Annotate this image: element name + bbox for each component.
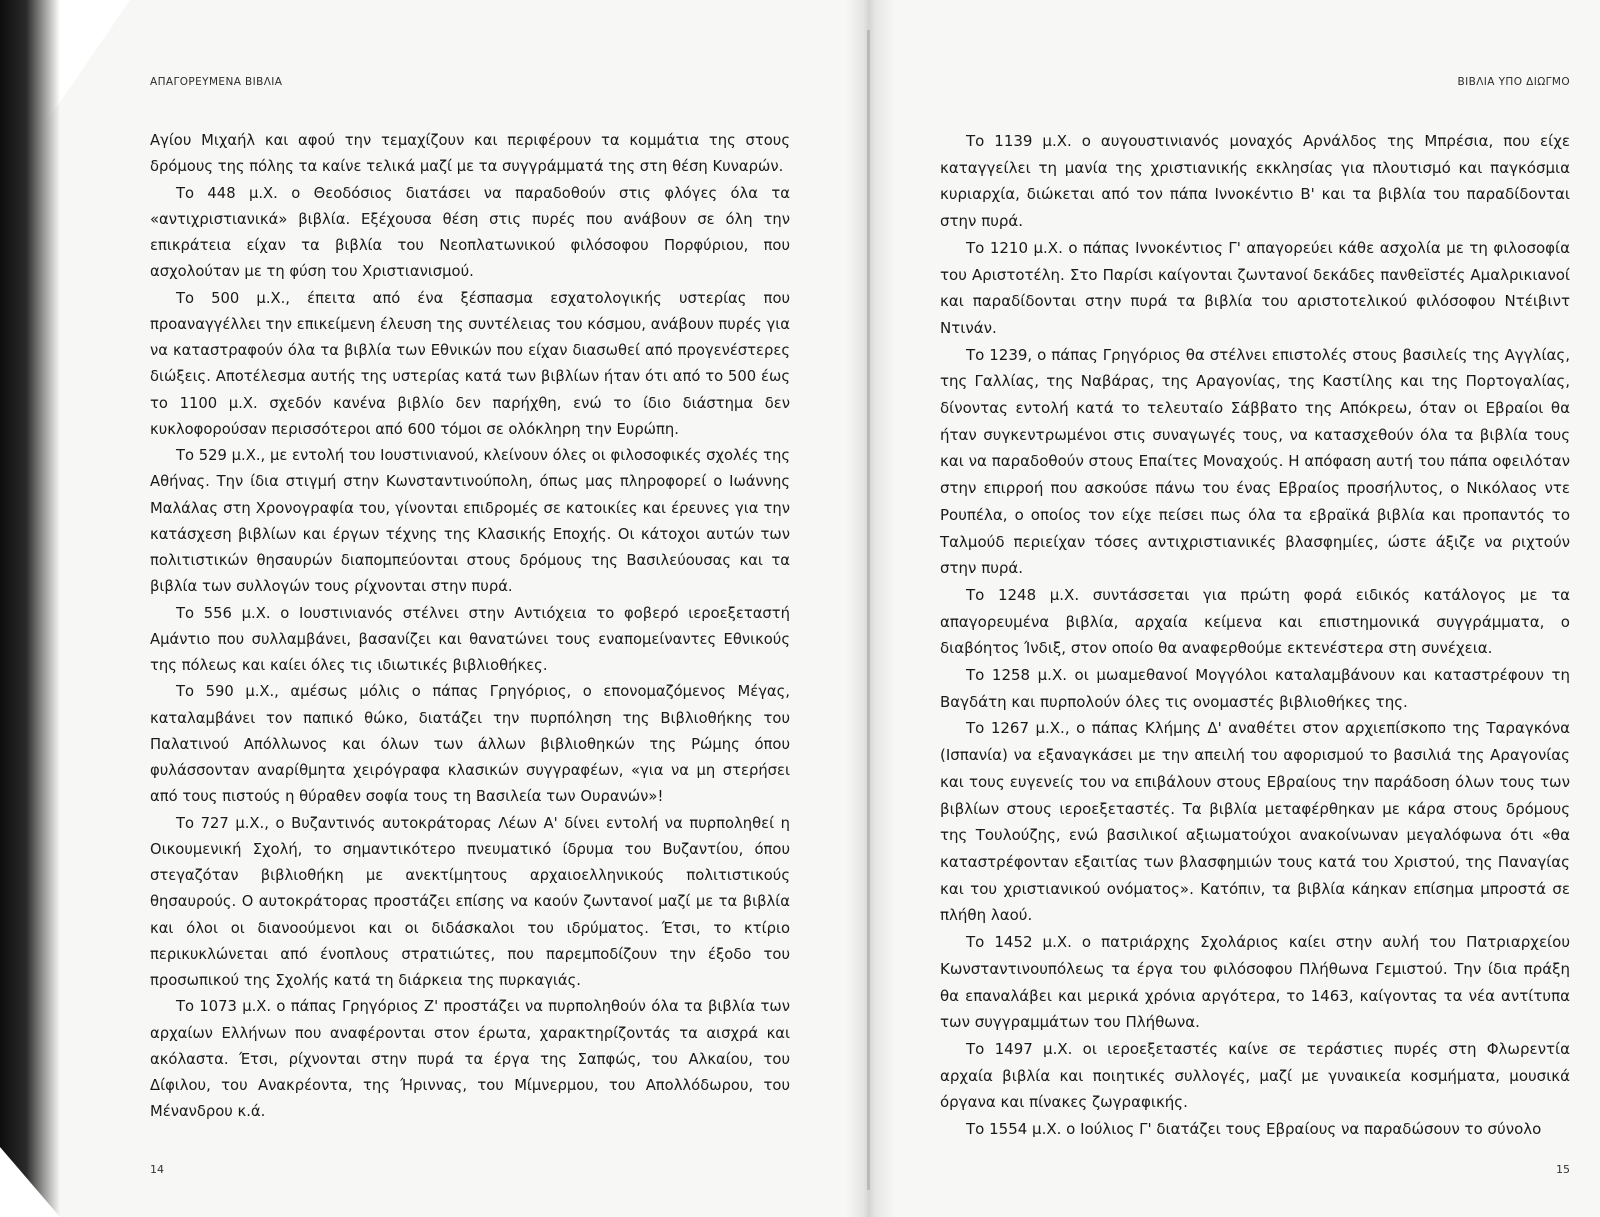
left-page-number: 14: [150, 1163, 164, 1176]
paragraph: Το 1210 μ.Χ. ο πάπας Ιννοκέντιος Γ' απαγορεύει κάθε ασχολία με τη φιλοσοφία του Αριστοτέλη. Στο Παρίσι καίγονται ζωντανοί δεκάδες πανθεϊστές Αμαλρικιανοί και παραδίδονται στην πυρά τα βιβλία του αριστοτελικού φιλόσοφου Ντέιβιντ Ντινάν.: [940, 238, 1570, 337]
paragraph: Το 500 μ.Χ., έπειτα από ένα ξέσπασμα εσχατολογικής υστερίας που προαναγγέλλει την επικείμενη έλευση της συντέλειας του κόσμου, ανάβουν πυρές για να καταστραφούν όλα τα βιβλία των Εθνικών που είχαν διασωθεί από προγενέστερες διώξεις. Αποτέλεσμα αυτής της υστερίας κατά των βιβλίων ήταν ότι από το 500 έως το 1100 μ.Χ. σχεδόν κανένα βιβλίο δεν παρήχθη, ενώ το ίδιο διάστημα δεν κυκλοφορούσαν περισσότεροι από 600 τόμοι σε ολόκληρη την Ευρώπη.: [150, 289, 790, 438]
paragraph: Το 1497 μ.Χ. οι ιεροεξεταστές καίνε σε τεράστιες πυρές στη Φλωρεντία αρχαία βιβλία και ποιητικές συλλογές, μαζί με γυναικεία κοσμήματα, μουσικά όργανα και πίνακες ζωγραφικής.: [940, 1039, 1570, 1112]
right-page-number: 15: [1556, 1163, 1570, 1176]
gutter-line: [867, 30, 870, 1190]
scan-bottom-corner: [0, 1147, 60, 1217]
right-running-head: ΒΙΒΛΙΑ ΥΠΟ ΔΙΩΓΜΟ: [1457, 76, 1570, 88]
paragraph: Το 1248 μ.Χ. συντάσσεται για πρώτη φορά ειδικός κατάλογος με τα απαγορευμένα βιβλία, αρχαία κείμενα και επιστημονικά συγγράμματα, ο διαβόητος Ίνδιξ, στον οποίο θα αναφερθούμε εκτενέστερα στη συνέχεια.: [940, 585, 1570, 658]
left-running-head: ΑΠΑΓΟΡΕΥΜΕΝΑ ΒΙΒΛΙΑ: [150, 76, 283, 88]
paragraph: Το 1239, ο πάπας Γρηγόριος θα στέλνει επιστολές στους βασιλείς της Αγγλίας, της Γαλλίας, της Ναβάρας, της Αραγονίας, της Καστίλης και της Πορτογαλίας, δίνοντας εντολή κατά το τελευταίο Σάββατο της Απόκρεω, όταν οι Εβραίοι θα ήταν συγκεντρωμένοι στις συναγωγές τους, να κατασχεθούν όλα τα βιβλία τους και να παραδοθούν στους Επαίτες Μοναχούς. Η απόφαση αυτή του πάπα οφειλόταν στην επιρροή που ασκούσε πάνω του ένας Εβραίος προσήλυτος, ο Νικόλαος ντε Ρουπέλα, ο οποίος τον είχε πείσει πως όλα τα εβραϊκά βιβλία και προπαντός το Ταλμούδ περιείχαν τόσες αντιχριστιανικές βλασφημίες, ώστε άξιζε να ριχτούν στην πυρά.: [940, 345, 1570, 578]
paragraph: Το 1554 μ.Χ. ο Ιούλιος Γ' διατάζει τους Εβραίους να παραδώσουν το σύνολο: [966, 1120, 1542, 1139]
paragraph: Το 590 μ.Χ., αμέσως μόλις ο πάπας Γρηγόριος, ο επονομαζόμενος Μέγας, καταλαμβάνει τον παπικό θώκο, διατάζει την πυρπόληση της Βιβλιοθήκης του Παλατινού Απόλλωνος και όλων των άλλων βιβλιοθηκών της Ρώμης όπου φυλάσσονταν αναρίθμητα χειρόγραφα κλασικών συγγραφέων, «για να μη στερήσει από τους πιστούς η θύραθεν σοφία τους τη Βασιλεία των Ουρανών»!: [150, 683, 790, 806]
paragraph: Το 1139 μ.Χ. ο αυγουστινιανός μοναχός Αρνάλδος της Μπρέσια, που είχε καταγγείλει τη μανία της χριστιανικής εκκλησίας για πλουτισμό και παγκόσμια κυριαρχία, διώκεται από τον πάπα Ιννοκέντιο Β' και τα βιβλία του παραδίδονται στην πυρά.: [940, 132, 1570, 231]
paragraph: Το 727 μ.Χ., ο Βυζαντινός αυτοκράτορας Λέων Α' δίνει εντολή να πυρποληθεί η Οικουμενική Σχολή, το σημαντικότερο πνευματικό ίδρυμα του Βυζαντίου, όπου στεγαζόταν βιβλιοθήκη με ανεκτίμητους αρχαιοελληνικούς πολιτιστικούς θησαυρούς. Ο αυτοκράτορας προστάζει επίσης να καούν ζωντανοί μαζί με τα βιβλία και όλοι οι διανοούμενοι και οι διδάσκαλοι του ιδρύματος. Έτσι, το κτίριο περικυκλώνεται από ένοπλους στρατιώτες, που παρεμποδίζουν την έξοδο του προσωπικού της Σχολής κατά τη διάρκεια της πυρκαγιάς.: [150, 814, 790, 989]
paragraph: Το 1073 μ.Χ. ο πάπας Γρηγόριος Ζ' προστάζει να πυρποληθούν όλα τα βιβλία των αρχαίων Ελλήνων που αναφέρονται στον έρωτα, χαρακτηρίζοντάς τα αισχρά και ακόλαστα. Έτσι, ρίχνονται στην πυρά τα έργα της Σαπφώς, του Αλκαίου, του Δίφιλου, του Ανακρέοντα, της Ήριννας, του Μίμνερμου, του Απολλόδωρου, του Μένανδρου κ.ά.: [150, 998, 790, 1121]
right-page: [940, 0, 1570, 1217]
scan-edge-shadow: [0, 0, 60, 1217]
paragraph: Το 1452 μ.Χ. ο πατριάρχης Σχολάριος καίει στην αυλή του Πατριαρχείου Κωνσταντινουπόλεως τα έργα του φιλόσοφου Πλήθωνα Γεμιστού. Την ίδια πράξη θα επαναλάβει και μερικά χρόνια αργότερα, το 1463, καίγοντας τα νέα αντίτυπα των συγγραμμάτων του Πλήθωνα.: [940, 933, 1570, 1032]
left-page: [150, 0, 790, 1217]
paragraph: Το 529 μ.Χ., με εντολή του Ιουστινιανού, κλείνουν όλες οι φιλοσοφικές σχολές της Αθήνας. Την ίδια στιγμή στην Κωνσταντινούπολη, όπως μας πληροφορεί ο Ιωάννης Μαλάλας στη Χρονογραφία του, γίνονται επιδρομές σε κατοικίες και έρευνες για την κατάσχεση βιβλίων και έργων τέχνης της Κλασικής Εποχής. Οι κάτοχοι αυτών των πολιτιστικών θησαυρών διαπομπεύονται στους δρόμους της Βασιλεύουσας και τα βιβλία των συλλογών τους ρίχνονται στην πυρά.: [150, 447, 790, 596]
paragraph: Το 448 μ.Χ. ο Θεοδόσιος διατάσει να παραδοθούν στις φλόγες όλα τα «αντιχριστιανικά» βιβλία. Εξέχουσα θέση στις πυρές που ανάβουν σε όλη την επικράτεια είχαν τα βιβλία του Νεοπλατωνικού φιλόσοφου Πορφύριου, που ασχολούταν με τη φύση του Χριστιανισμού.: [150, 184, 790, 281]
left-page-body: [150, 128, 790, 1126]
paragraph: Το 556 μ.Χ. ο Ιουστινιανός στέλνει στην Αντιόχεια το φοβερό ιεροεξεταστή Αμάντιο που συλλαμβάνει, βασανίζει και θανατώνει τους εναπομείναντες Εθνικούς της πόλεως και καίει όλες τις ιδιωτικές βιβλιοθήκες.: [150, 604, 790, 674]
right-page-body: [940, 128, 1570, 1143]
paragraph: Αγίου Μιχαήλ και αφού την τεμαχίζουν και περιφέρουν τα κομμάτια της στους δρόμους της πόλης τα καίνε τελικά μαζί με τα συγγράμματά της στη θέση Κυναρών.: [150, 132, 790, 176]
paragraph: Το 1267 μ.Χ., ο πάπας Κλήμης Δ' αναθέτει στον αρχιεπίσκοπο της Ταραγκόνα (Ισπανία) να εξαναγκάσει με την απειλή του αφορισμού το βασιλιά της Αραγονίας και τους ευγενείς του να επιβάλουν στους Εβραίους την παράδοση όλων τους των βιβλίων στους ιεροεξεταστές. Τα βιβλία μεταφέρθηκαν με κάρα στους δρόμους της Τουλούζης, ενώ βασιλικοί αξιωματούχοι ανακοίνωναν μεγαλόφωνα ότι «θα καταστρέφονταν εξαιτίας των βλασφημιών τους κατά του Χριστού, της Παναγίας και του χριστιανικού ονόματος». Κατόπιν, τα βιβλία κάηκαν επίσημα μπροστά σε πλήθη λαού.: [940, 719, 1570, 925]
book-gutter: [845, 0, 895, 1217]
paragraph: Το 1258 μ.Χ. οι μωαμεθανοί Μογγόλοι καταλαμβάνουν και καταστρέφουν τη Βαγδάτη και πυρπολούν όλες τις ονομαστές βιβλιοθήκες της.: [940, 666, 1570, 711]
